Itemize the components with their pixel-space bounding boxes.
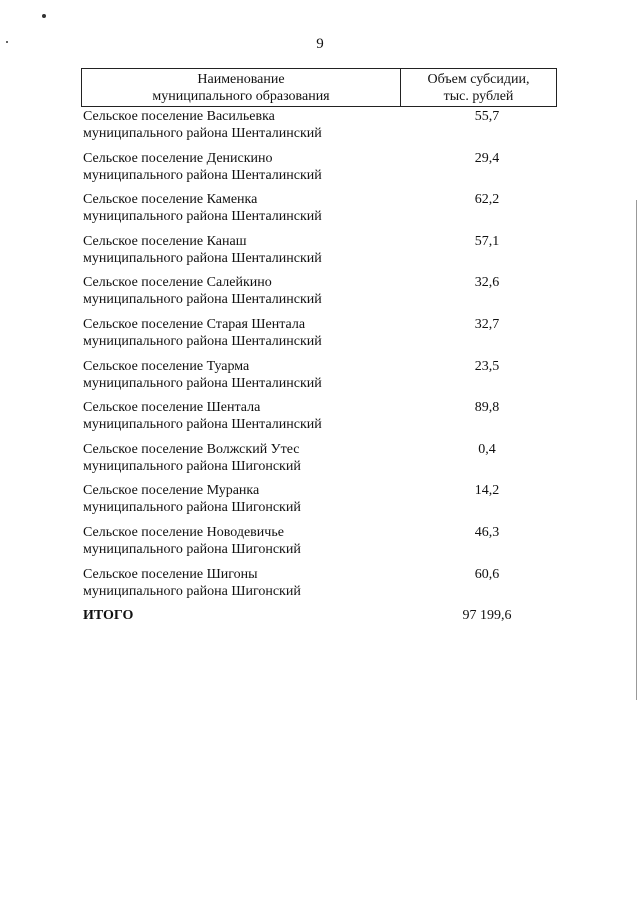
row-value: 23,5 xyxy=(474,358,500,374)
table-row xyxy=(83,482,557,524)
row-name xyxy=(83,441,401,483)
table-header xyxy=(81,68,557,107)
row-name-line2: муниципального района Шигонский xyxy=(83,541,301,557)
table-row xyxy=(83,524,557,566)
row-name xyxy=(83,358,401,400)
row-name-line1: Сельское поселение Васильевка xyxy=(83,109,275,124)
header-name-line1: Наименование xyxy=(197,71,285,87)
row-name-line2: муниципального района Шигонский xyxy=(83,500,301,516)
row-name xyxy=(83,233,401,275)
row-name xyxy=(83,150,401,192)
row-name-line1: Сельское поселение Шигоны xyxy=(83,566,258,582)
row-name xyxy=(83,399,401,441)
row-name-line2: муниципального района Шенталинский xyxy=(83,375,322,391)
header-value-line2: тыс. рублей xyxy=(443,88,514,104)
row-name-line1: Сельское поселение Муранка xyxy=(83,483,260,499)
row-value: 32,6 xyxy=(474,275,500,291)
row-value: 46,3 xyxy=(474,524,500,540)
table-row xyxy=(83,108,557,150)
total-row xyxy=(83,607,557,624)
row-name-line2: муниципального района Шигонский xyxy=(83,583,301,599)
row-name xyxy=(83,316,401,358)
table-row xyxy=(83,150,557,192)
scan-edge xyxy=(636,200,637,700)
row-value: 89,8 xyxy=(474,400,500,416)
header-name-line2: муниципального образования xyxy=(152,88,330,104)
row-name-line2: муниципального района Шенталинский xyxy=(83,333,322,349)
row-name xyxy=(83,524,401,566)
row-name-line1: Сельское поселение Каменка xyxy=(83,192,258,208)
row-name-line1: Сельское поселение Новодевичье xyxy=(83,524,284,540)
header-value-column xyxy=(401,69,556,106)
row-name-line1: Сельское поселение Денискино xyxy=(83,150,273,166)
table-row xyxy=(83,358,557,400)
row-name-line1: Сельское поселение Волжский Утес xyxy=(83,441,300,457)
row-name-line2: муниципального района Шенталинский xyxy=(83,167,322,183)
row-name xyxy=(83,274,401,316)
row-name xyxy=(83,566,401,608)
row-name-line2: муниципального района Шенталинский xyxy=(83,292,322,308)
total-label: ИТОГО xyxy=(83,608,134,623)
row-value: 29,4 xyxy=(474,150,500,166)
table-row xyxy=(83,566,557,608)
row-value: 55,7 xyxy=(474,109,500,124)
row-name-line1: Сельское поселение Старая Шентала xyxy=(83,316,306,332)
table-row xyxy=(83,316,557,358)
row-name-line2: муниципального района Шигонский xyxy=(83,458,301,474)
row-name-line1: Сельское поселение Канаш xyxy=(83,233,247,249)
row-name xyxy=(83,482,401,524)
row-name-line1: Сельское поселение Туарма xyxy=(83,358,250,374)
row-value: 57,1 xyxy=(474,233,500,249)
row-value: 60,6 xyxy=(474,566,500,582)
row-value: 0,4 xyxy=(478,441,496,457)
table-row xyxy=(83,399,557,441)
total-value: 97 199,6 xyxy=(462,608,512,623)
table-row xyxy=(83,191,557,233)
row-name-line2: муниципального района Шенталинский xyxy=(83,417,322,433)
table-row xyxy=(83,441,557,483)
row-value: 62,2 xyxy=(474,192,500,208)
header-name-column xyxy=(82,69,401,106)
table-row xyxy=(83,274,557,316)
row-value: 32,7 xyxy=(474,316,500,332)
header-value-line1: Объем субсидии, xyxy=(427,71,530,87)
table-body xyxy=(83,108,557,607)
row-name xyxy=(83,108,401,150)
row-value: 14,2 xyxy=(474,483,500,499)
page-number: 9 xyxy=(316,36,324,52)
table-row xyxy=(83,233,557,275)
row-name-line2: муниципального района Шенталинский xyxy=(83,209,322,225)
row-name-line2: муниципального района Шенталинский xyxy=(83,250,322,266)
row-name xyxy=(83,191,401,233)
row-name-line1: Сельское поселение Шентала xyxy=(83,400,261,416)
row-name-line2: муниципального района Шенталинский xyxy=(83,126,322,141)
scan-speck xyxy=(42,14,46,18)
row-name-line1: Сельское поселение Салейкино xyxy=(83,275,272,291)
